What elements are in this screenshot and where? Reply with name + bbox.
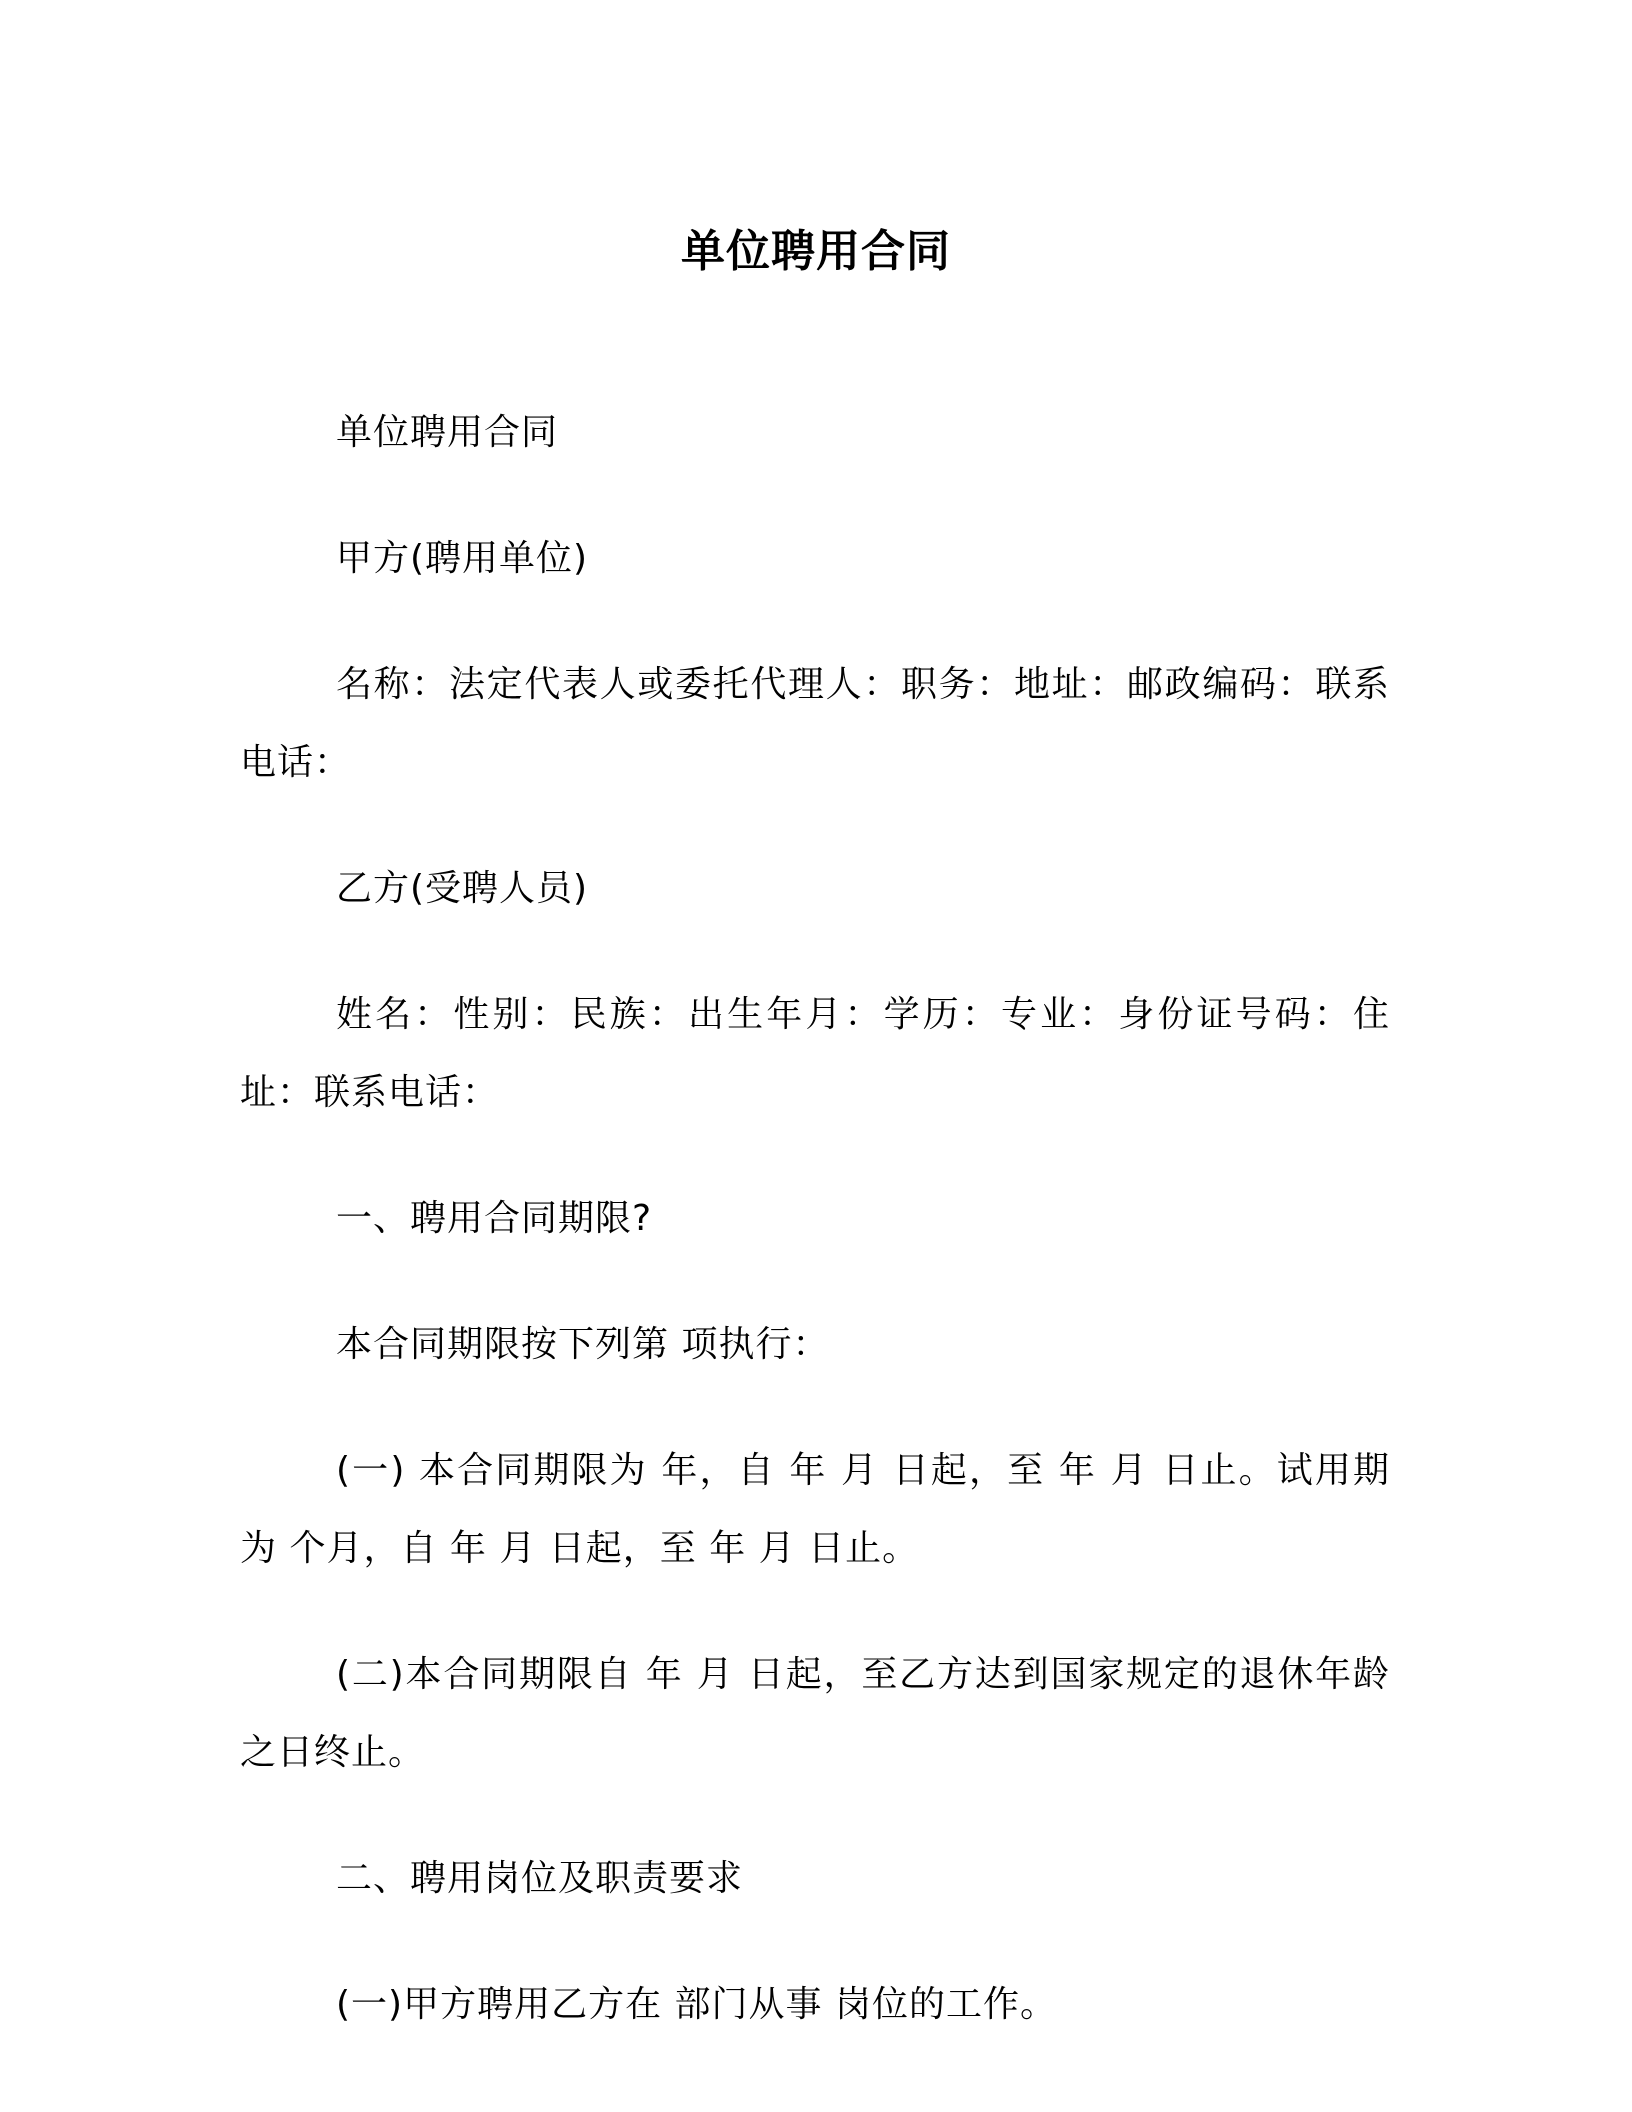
section-heading-position: 二、聘用岗位及职责要求 xyxy=(336,1858,744,1899)
document-body xyxy=(240,394,1390,2044)
paragraph-party-a: 甲方(聘用单位) xyxy=(336,538,589,579)
paragraph-term-intro: 本合同期限按下列第 项执行： xyxy=(336,1324,830,1365)
paragraph-position: (一)甲方聘用乙方在 部门从事 岗位的工作。 xyxy=(336,1984,1057,2025)
document-title: 单位聘用合同 xyxy=(681,226,951,277)
paragraph-term-option-1: (一) 本合同期限为 年，自 年 月 日起，至 年 月 日止。试用期为 个月，自 年 月 日起，至 年 月 日止。 xyxy=(240,1450,1390,1569)
paragraph-party-b: 乙方(受聘人员) xyxy=(336,868,589,909)
paragraph-party-b-fields: 姓名：性别：民族：出生年月：学历：专业：身份证号码：住址：联系电话： xyxy=(240,994,1390,1113)
paragraph-party-a-fields: 名称：法定代表人或委托代理人：职务：地址：邮政编码：联系电话： xyxy=(240,664,1390,783)
section-heading-term: 一、聘用合同期限? xyxy=(336,1198,653,1239)
paragraph-term-option-2: (二)本合同期限自 年 月 日起，至乙方达到国家规定的退休年龄之日终止。 xyxy=(240,1654,1390,1773)
paragraph-heading: 单位聘用合同 xyxy=(336,412,559,453)
